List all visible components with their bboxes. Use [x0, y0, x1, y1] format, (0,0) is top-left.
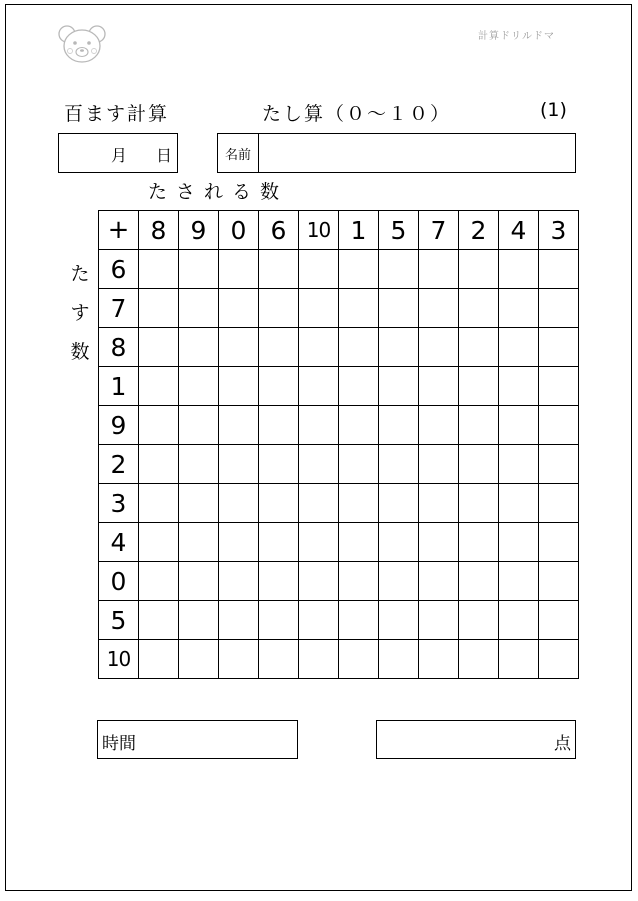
answer-cell[interactable] — [259, 523, 299, 562]
answer-cell[interactable] — [339, 601, 379, 640]
answer-cell[interactable] — [419, 406, 459, 445]
answer-cell[interactable] — [259, 601, 299, 640]
answer-cell[interactable] — [139, 523, 179, 562]
answer-cell[interactable] — [179, 523, 219, 562]
column-header: 2 — [459, 211, 499, 250]
row-header: 2 — [99, 445, 139, 484]
hundred-square-grid — [98, 210, 579, 679]
answer-cell[interactable] — [499, 484, 539, 523]
answer-cell[interactable] — [339, 289, 379, 328]
answer-cell[interactable] — [459, 523, 499, 562]
answer-cell[interactable] — [179, 250, 219, 289]
answer-cell[interactable] — [179, 640, 219, 679]
answer-cell[interactable] — [219, 328, 259, 367]
grid-row — [99, 367, 579, 406]
row-header: 4 — [99, 523, 139, 562]
column-header: 1 — [339, 211, 379, 250]
answer-cell[interactable] — [459, 406, 499, 445]
row-header: 0 — [99, 562, 139, 601]
answer-cell[interactable] — [419, 562, 459, 601]
answer-cell[interactable] — [139, 445, 179, 484]
answer-cell[interactable] — [379, 484, 419, 523]
row-header: 6 — [99, 250, 139, 289]
answer-cell[interactable] — [259, 406, 299, 445]
page-subtitle: たし算（０～１０） — [262, 103, 452, 125]
answer-cell[interactable] — [299, 640, 339, 679]
sheet-number: (1) — [540, 99, 567, 121]
answer-cell[interactable] — [179, 562, 219, 601]
answer-cell[interactable] — [339, 406, 379, 445]
month-label: 月 — [111, 146, 128, 165]
answer-cell[interactable] — [539, 406, 579, 445]
grid-row — [99, 406, 579, 445]
answer-cell[interactable] — [259, 250, 299, 289]
answer-cell[interactable] — [419, 601, 459, 640]
answer-cell[interactable] — [299, 250, 339, 289]
grid-row — [99, 601, 579, 640]
grid-row — [99, 250, 579, 289]
answer-cell[interactable] — [299, 367, 339, 406]
column-header: 3 — [539, 211, 579, 250]
column-header: 4 — [499, 211, 539, 250]
column-header: 9 — [179, 211, 219, 250]
grid-header-row — [99, 211, 579, 250]
answer-cell[interactable] — [139, 328, 179, 367]
answer-cell[interactable] — [419, 640, 459, 679]
answer-cell[interactable] — [459, 562, 499, 601]
answer-cell[interactable] — [299, 406, 339, 445]
answer-cell[interactable] — [419, 250, 459, 289]
answer-cell[interactable] — [339, 484, 379, 523]
answer-cell[interactable] — [539, 328, 579, 367]
answer-cell[interactable] — [379, 445, 419, 484]
answer-cell[interactable] — [459, 601, 499, 640]
answer-cell[interactable] — [499, 289, 539, 328]
answer-cell[interactable] — [339, 562, 379, 601]
answer-cell[interactable] — [419, 445, 459, 484]
row-header: 7 — [99, 289, 139, 328]
answer-cell[interactable] — [219, 367, 259, 406]
bear-mascot-icon — [56, 24, 108, 64]
brand-name: 計算ドリルドマ — [478, 31, 555, 42]
addend-label-char: す — [70, 302, 90, 324]
answer-cell[interactable] — [179, 328, 219, 367]
augend-label: たされる数 — [148, 181, 289, 203]
answer-cell[interactable] — [139, 289, 179, 328]
answer-cell[interactable] — [299, 562, 339, 601]
grid-row — [99, 484, 579, 523]
row-header: 1 — [99, 367, 139, 406]
date-field[interactable] — [58, 133, 178, 173]
addend-label-char: た — [70, 263, 90, 285]
answer-cell[interactable] — [379, 562, 419, 601]
answer-cell[interactable] — [339, 523, 379, 562]
answer-cell[interactable] — [499, 406, 539, 445]
answer-cell[interactable] — [139, 484, 179, 523]
row-header: 3 — [99, 484, 139, 523]
answer-cell[interactable] — [539, 250, 579, 289]
answer-cell[interactable] — [139, 406, 179, 445]
answer-cell[interactable] — [299, 328, 339, 367]
answer-cell[interactable] — [139, 367, 179, 406]
answer-cell[interactable] — [539, 562, 579, 601]
column-header: 6 — [259, 211, 299, 250]
answer-cell[interactable] — [339, 640, 379, 679]
answer-cell[interactable] — [139, 250, 179, 289]
answer-cell[interactable] — [459, 289, 499, 328]
answer-cell[interactable] — [219, 523, 259, 562]
answer-cell[interactable] — [499, 562, 539, 601]
answer-cell[interactable] — [219, 484, 259, 523]
answer-cell[interactable] — [499, 328, 539, 367]
answer-cell[interactable] — [219, 289, 259, 328]
time-field[interactable] — [97, 720, 298, 759]
answer-cell[interactable] — [179, 445, 219, 484]
column-header: 10 — [299, 211, 339, 250]
answer-cell[interactable] — [459, 484, 499, 523]
answer-cell[interactable] — [459, 640, 499, 679]
answer-cell[interactable] — [459, 367, 499, 406]
answer-cell[interactable] — [339, 445, 379, 484]
row-header: 9 — [99, 406, 139, 445]
answer-cell[interactable] — [299, 523, 339, 562]
answer-cell[interactable] — [179, 289, 219, 328]
answer-cell[interactable] — [259, 289, 299, 328]
grid-row — [99, 445, 579, 484]
answer-cell[interactable] — [339, 328, 379, 367]
answer-cell[interactable] — [419, 484, 459, 523]
name-field[interactable] — [217, 133, 576, 173]
column-header: 7 — [419, 211, 459, 250]
answer-cell[interactable] — [259, 640, 299, 679]
answer-cell[interactable] — [139, 601, 179, 640]
grid-row — [99, 289, 579, 328]
grid-row — [99, 562, 579, 601]
answer-cell[interactable] — [499, 601, 539, 640]
row-header: 8 — [99, 328, 139, 367]
answer-cell[interactable] — [379, 328, 419, 367]
score-label: 点 — [554, 734, 571, 754]
answer-cell[interactable] — [539, 289, 579, 328]
answer-cell[interactable] — [499, 367, 539, 406]
day-label: 日 — [156, 146, 173, 165]
answer-cell[interactable] — [219, 601, 259, 640]
answer-cell[interactable] — [459, 445, 499, 484]
row-header: 10 — [99, 640, 139, 679]
column-header: 0 — [219, 211, 259, 250]
answer-cell[interactable] — [179, 601, 219, 640]
answer-cell[interactable] — [259, 328, 299, 367]
operator-cell: + — [99, 211, 139, 250]
row-header: 5 — [99, 601, 139, 640]
answer-cell[interactable] — [379, 640, 419, 679]
answer-cell[interactable] — [539, 601, 579, 640]
answer-cell[interactable] — [539, 523, 579, 562]
answer-cell[interactable] — [419, 289, 459, 328]
answer-cell[interactable] — [179, 484, 219, 523]
answer-cell[interactable] — [259, 367, 299, 406]
answer-cell[interactable] — [539, 445, 579, 484]
answer-cell[interactable] — [419, 523, 459, 562]
answer-cell[interactable] — [499, 640, 539, 679]
answer-cell[interactable] — [499, 445, 539, 484]
answer-cell[interactable] — [379, 289, 419, 328]
answer-cell[interactable] — [419, 367, 459, 406]
column-header: 8 — [139, 211, 179, 250]
answer-cell[interactable] — [179, 367, 219, 406]
addend-label — [66, 255, 94, 372]
answer-cell[interactable] — [299, 601, 339, 640]
answer-cell[interactable] — [339, 367, 379, 406]
answer-cell[interactable] — [419, 328, 459, 367]
answer-cell[interactable] — [299, 289, 339, 328]
answer-cell[interactable] — [299, 484, 339, 523]
answer-cell[interactable] — [259, 445, 299, 484]
page-title: 百ます計算 — [64, 103, 170, 125]
score-field[interactable] — [376, 720, 576, 759]
answer-cell[interactable] — [259, 562, 299, 601]
answer-cell[interactable] — [219, 562, 259, 601]
answer-cell[interactable] — [459, 250, 499, 289]
grid-row — [99, 523, 579, 562]
addend-label-char: 数 — [70, 341, 90, 363]
answer-cell[interactable] — [219, 250, 259, 289]
answer-cell[interactable] — [139, 640, 179, 679]
answer-cell[interactable] — [179, 406, 219, 445]
grid-row — [99, 640, 579, 679]
answer-cell[interactable] — [299, 445, 339, 484]
column-header: 5 — [379, 211, 419, 250]
answer-cell[interactable] — [539, 367, 579, 406]
answer-cell[interactable] — [219, 445, 259, 484]
answer-cell[interactable] — [259, 484, 299, 523]
answer-cell[interactable] — [379, 601, 419, 640]
answer-cell[interactable] — [539, 640, 579, 679]
name-label: 名前 — [218, 134, 259, 172]
answer-cell[interactable] — [219, 406, 259, 445]
answer-cell[interactable] — [499, 523, 539, 562]
answer-cell[interactable] — [219, 640, 259, 679]
answer-cell[interactable] — [379, 250, 419, 289]
answer-cell[interactable] — [139, 562, 179, 601]
answer-cell[interactable] — [379, 523, 419, 562]
answer-cell[interactable] — [379, 406, 419, 445]
answer-cell[interactable] — [499, 250, 539, 289]
grid-row — [99, 328, 579, 367]
answer-cell[interactable] — [539, 484, 579, 523]
answer-cell[interactable] — [459, 328, 499, 367]
answer-cell[interactable] — [339, 250, 379, 289]
time-label: 時間 — [102, 734, 136, 754]
answer-cell[interactable] — [379, 367, 419, 406]
